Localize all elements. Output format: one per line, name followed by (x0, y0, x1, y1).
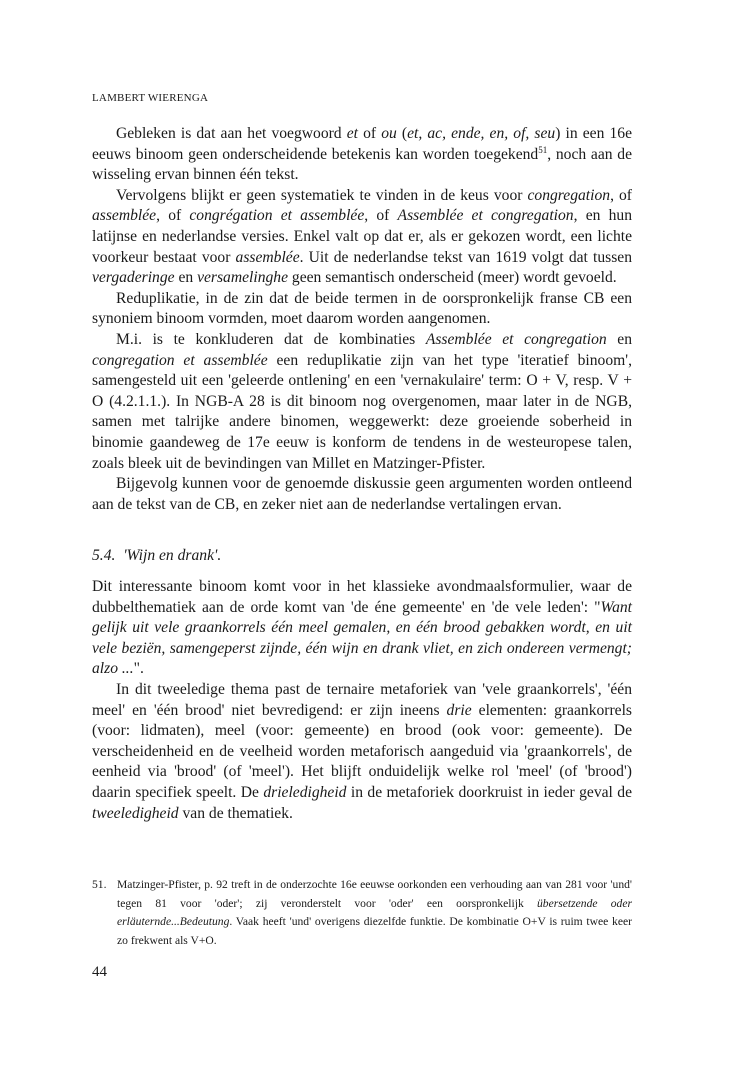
section-heading (92, 547, 221, 565)
section-number: 5.4. (92, 547, 116, 564)
paragraph-systematiek: Vervolgens blijkt er geen systematiek te vinden in de keus voor congregation, of assemblée, of congrégation et assemblée, of Assemblée et congregation, en hun latijnse en nederlandse versies. Enkel valt op dat er, als er gekozen wordt, een lichte voorkeur bestaat voor assemblée. Uit de nederlandse tekst van 1619 volgt dat tussen vergaderinge en versamelinghe geen semantisch onderscheid (meer) wordt gevoeld. (92, 186, 632, 287)
footnote-ref[interactable]: 51 (538, 144, 548, 155)
paragraph-metaforiek: In dit tweeledige thema past de ternaire metaforiek van 'vele graankorrels', 'één meel' en 'één brood' niet bevredigend: er zijn ineens drie elementen: graankorrels (voor: lidmaten), meel (voor: gemeente) en brood (ook voor: gemeente). De verscheidenheid en de veelheid worden metaforisch aangeduid via 'graankorrels', de eenheid via 'brood' (of 'meel'). Het blijft onduidelijk welke rol 'meel' (of 'brood') daarin specifiek speelt. De drieledigheid in de metaforiek doorkruist in ieder geval de tweeledigheid van de thematiek. (92, 680, 632, 822)
running-head: LAMBERT WIERENGA (92, 92, 209, 104)
main-text-block-2 (92, 577, 632, 824)
paragraph-konklusie: M.i. is te konkluderen dat de kombinaties Assemblée et congregation en congregation et assemblée een reduplikatie zijn van het type 'iteratief binoom', samengesteld uit een 'geleerde ontlening' en een 'vernakulaire' term: O + V, resp. V + O (4.2.1.1.). In NGB-A 28 is dit binoom nog overgenomen, maar later in de NGB, samen met talrijke andere binomen, weggewerkt: deze groeiende soberheid in binomie gaandeweg de 17e eeuw is konform de tendens in de westeuropese talen, zoals bleek uit de bevindingen van Millet en Matzinger-Pfister. (92, 330, 632, 472)
footnote-text: Matzinger-Pfister, p. 92 treft in de onderzochte 16e eeuwse oorkonden een verhouding aan van 281 voor 'und' tegen 81 voor 'oder'; zij veronderstelt voor 'oder' een oorspronkelijk übersetzende oder erläuternde...Bedeutung. Vaak heeft 'und' overigens diezelfde funktie. De kombinatie O+V is ruim twee keer zo frekwent als V+O. (117, 878, 632, 947)
paragraph-reduplikatie: Reduplikatie, in de zin dat de beide termen in de oorspronkelijk franse CB een synoniem binoom vormden, moet daarom worden aangenomen. (92, 289, 632, 328)
section-title: 'Wijn en drank'. (123, 547, 222, 564)
paragraph-bijgevolg: Bijgevolg kunnen voor de genoemde diskussie geen argumenten worden ontleend aan de tekst van de CB, en zeker niet aan de nederlandse vertalingen ervan. (92, 475, 632, 513)
paragraph-conjunction: Gebleken is dat aan het voegwoord et of ou (et, ac, ende, en, of, seu) in een 16e eeuws binoom geen onderscheidende betekenis kan worden toegekend$^{51}$, noch aan de wisseling ervan binnen één tekst. (92, 125, 633, 184)
main-text-block-1 (92, 124, 632, 515)
footnote-number: 51. (92, 878, 107, 891)
paragraph-avondmaal: Dit interessante binoom komt voor in het klassieke avondmaalsformulier, waar de dubbelthematiek aan de orde komt van 'de éne gemeente' en 'de vele leden': "Want gelijk uit vele graankorrels één meel gemalen, en één brood gebakken wordt, en uit vele beziën, samengeperst zijnde, één wijn en drank vliet, en zich ondereen vermengt; alzo ...". (92, 578, 632, 678)
footnote-51 (92, 876, 632, 950)
page-number: 44 (92, 964, 107, 980)
